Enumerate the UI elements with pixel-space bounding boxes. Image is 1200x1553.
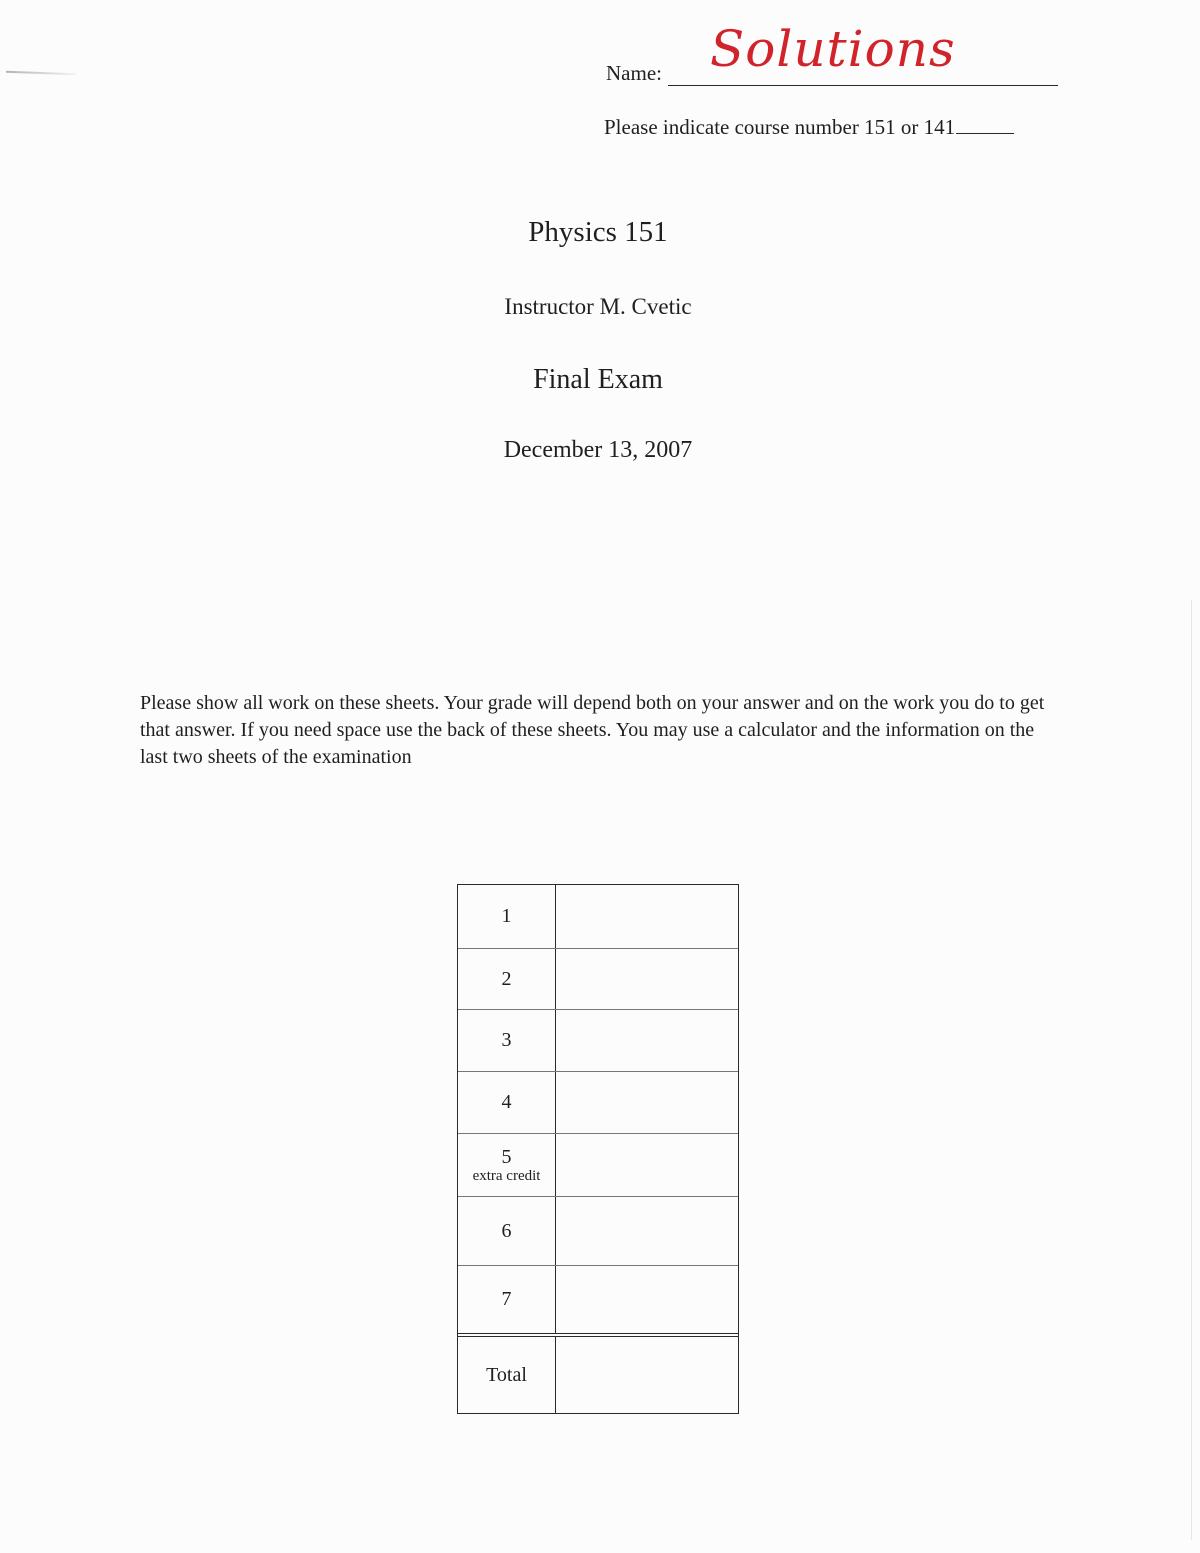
score-row: [458, 948, 738, 1009]
score-table: [457, 884, 739, 1414]
problem-number: 6: [501, 1219, 512, 1242]
course-number-prompt: Please indicate course number 151 or 141: [604, 115, 956, 139]
problem-number-cell: [458, 1010, 555, 1071]
score-cell: [555, 1010, 738, 1071]
total-score-cell: [555, 1337, 738, 1413]
score-row: [458, 1133, 738, 1196]
score-cell: [555, 949, 738, 1009]
problem-number: 7: [501, 1288, 512, 1310]
problem-number-cell: [458, 1197, 555, 1265]
scan-artifact-edge: [1191, 600, 1192, 1540]
exam-date: December 13, 2007: [503, 437, 693, 463]
problem-number: 3: [501, 1029, 512, 1051]
problem-number-cell: [458, 1134, 555, 1196]
course-title: Physics 151: [528, 216, 668, 248]
score-cell: [555, 1266, 738, 1333]
problem-note: extra credit: [472, 1168, 541, 1184]
problem-number-cell: [458, 1072, 555, 1133]
problem-number: 5: [501, 1146, 512, 1168]
problem-number: 1: [501, 905, 512, 927]
name-handwritten-value: Solutions: [710, 20, 956, 78]
score-cell: [555, 1197, 738, 1265]
instructor-line: Instructor M. Cvetic: [504, 294, 692, 319]
score-row: [458, 1009, 738, 1071]
score-row: [458, 1071, 738, 1133]
total-label: Total: [486, 1363, 527, 1386]
score-cell: [555, 1072, 738, 1133]
name-label: Name:: [606, 61, 662, 85]
problem-number: 2: [501, 967, 512, 990]
total-row: [458, 1333, 738, 1413]
exam-instructions: Please show all work on these sheets. Your grade will depend both on your answer and on the work you do to get that answer. If you need space use the back of these sheets. You may use a calculator and the information on the last two sheets of the examination: [140, 692, 1045, 768]
score-cell: [555, 885, 738, 948]
score-row: [458, 885, 738, 948]
scan-artifact-mark: [6, 71, 76, 75]
name-field: [606, 20, 1058, 90]
problem-number-cell: [458, 949, 555, 1009]
exam-title: Final Exam: [533, 364, 663, 395]
score-cell: [555, 1134, 738, 1196]
name-underline: [668, 85, 1058, 86]
score-row: [458, 1196, 738, 1265]
course-number-field: [604, 115, 1014, 140]
course-number-blank: [956, 133, 1014, 134]
problem-number-cell: [458, 885, 555, 948]
problem-number-cell: [458, 1266, 555, 1333]
score-row: [458, 1265, 738, 1333]
problem-number: 4: [501, 1091, 512, 1113]
